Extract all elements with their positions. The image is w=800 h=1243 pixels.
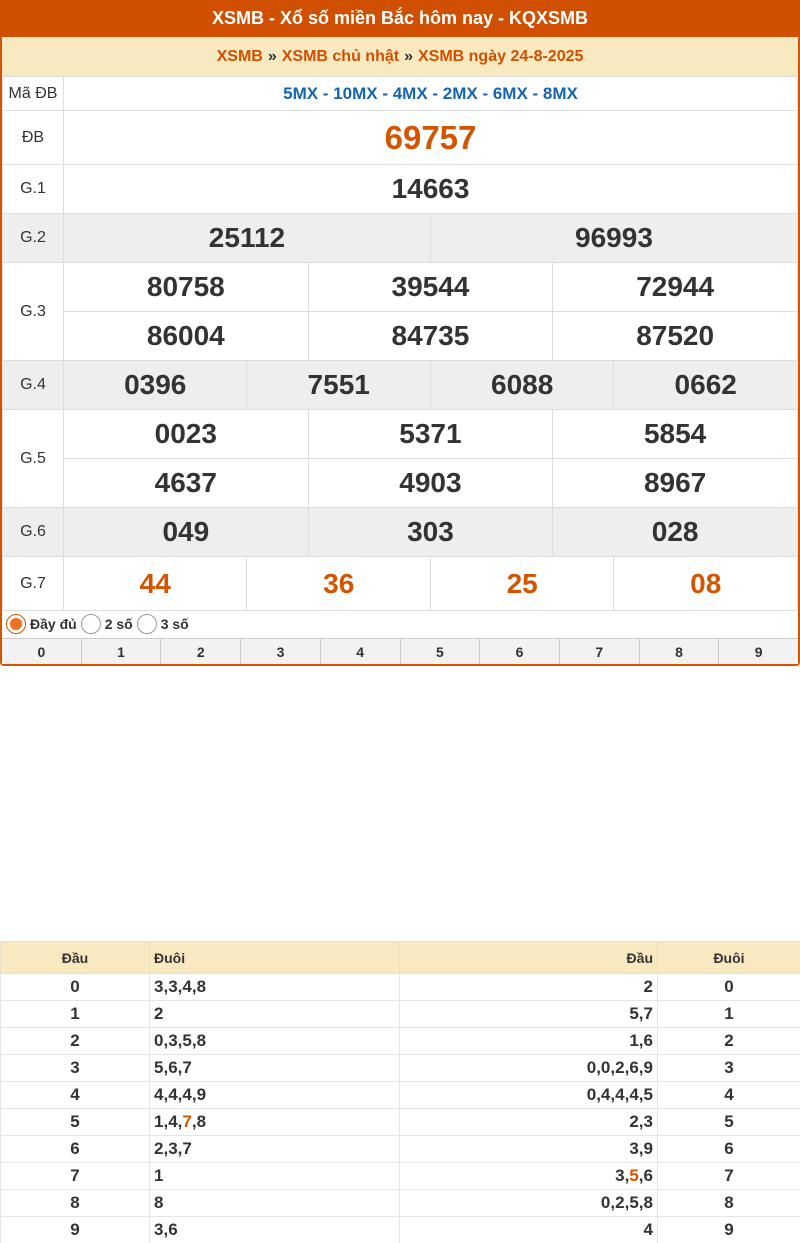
loto-dau-cell: 5 <box>1 1109 150 1136</box>
loto-dau-cell: 9 <box>1 1217 150 1243</box>
prize-g3-number: 87520 <box>553 312 798 361</box>
loto-digit: 8 <box>196 1031 207 1050</box>
prize-g1-number: 14663 <box>64 165 798 214</box>
loto-duoi-list: 3,3,4,8 <box>150 974 400 1001</box>
loto-dau-list: 0,2,5,8 <box>400 1190 658 1217</box>
prize-g3-number: 39544 <box>308 263 553 312</box>
loto-digit: 6 <box>643 1031 653 1050</box>
madb-label: Mã ĐB <box>3 77 64 111</box>
table-row <box>1 974 800 1001</box>
table-row <box>1 1109 800 1136</box>
loto-digit: 5 <box>182 1031 192 1050</box>
loto-digit: 5 <box>629 1166 639 1185</box>
prize-label-g2: G.2 <box>3 214 64 263</box>
loto-duoi-list: 2,3,7 <box>150 1136 400 1163</box>
digit-filter-4[interactable]: 4 <box>321 639 401 664</box>
loto-header-duoi: Đuôi <box>150 942 400 974</box>
digit-filter-bar <box>2 638 798 664</box>
prize-label-g6: G.6 <box>3 508 64 557</box>
loto-digit: 5 <box>643 1085 653 1104</box>
loto-digit: 9 <box>643 1139 653 1158</box>
loto-digit: 6 <box>168 1058 178 1077</box>
loto-duoi-list <box>150 1163 400 1190</box>
table-row <box>1 1163 800 1190</box>
loto-duoi-cell: 8 <box>658 1190 800 1217</box>
prize-g5-number: 5371 <box>308 410 553 459</box>
loto-digit: 4 <box>182 1085 192 1104</box>
loto-digit: 4 <box>154 1085 164 1104</box>
prize-label-g5: G.5 <box>3 410 64 508</box>
prize-g5-number: 8967 <box>553 459 798 508</box>
prize-g5-number: 4903 <box>308 459 553 508</box>
loto-digit: 0 <box>600 1193 611 1212</box>
loto-digit: 3 <box>168 1139 178 1158</box>
loto-digit: 2 <box>154 1139 164 1158</box>
loto-digit: 4 <box>615 1085 625 1104</box>
loto-duoi-cell: 4 <box>658 1082 800 1109</box>
loto-dau-list: 0,0,2,6,9 <box>400 1055 658 1082</box>
loto-digit: 2 <box>629 1112 639 1131</box>
loto-digit: 8 <box>196 1112 207 1131</box>
loto-header-dau: Đầu <box>1 942 150 974</box>
table-row <box>1 1001 800 1028</box>
loto-digit: 1 <box>154 1166 164 1185</box>
digit-filter-5[interactable]: 5 <box>401 639 481 664</box>
loto-dau-cell: 7 <box>1 1163 150 1190</box>
prize-g2-number: 96993 <box>430 214 797 263</box>
table-row <box>1 1136 800 1163</box>
prize-g4-number: 0396 <box>64 361 247 410</box>
loto-digit: 2 <box>643 977 653 996</box>
loto-digit: 6 <box>629 1058 639 1077</box>
loto-duoi-cell: 0 <box>658 974 800 1001</box>
digit-filter-3[interactable]: 3 <box>241 639 321 664</box>
result-table <box>2 76 798 611</box>
loto-digit: 4 <box>600 1085 611 1104</box>
breadcrumb-separator: » <box>404 47 413 65</box>
prize-g5-number: 4637 <box>64 459 309 508</box>
prize-label-db: ĐB <box>3 111 64 165</box>
loto-digit: 0 <box>154 1031 164 1050</box>
loto-dau-cell: 8 <box>1 1190 150 1217</box>
loto-dau-cell: 6 <box>1 1136 150 1163</box>
table-row <box>1 1055 800 1082</box>
breadcrumb <box>2 37 798 76</box>
prize-g2-number: 25112 <box>64 214 431 263</box>
option-two-label: 2 số <box>104 616 133 632</box>
loto-digit: 0 <box>586 1085 597 1104</box>
loto-dau-cell: 0 <box>1 974 150 1001</box>
loto-digit: 1 <box>154 1112 164 1131</box>
loto-duoi-list: 4,4,4,9 <box>150 1082 400 1109</box>
prize-label-g4: G.4 <box>3 361 64 410</box>
option-full[interactable] <box>6 614 77 634</box>
loto-digit: 0 <box>600 1058 611 1077</box>
loto-dau-cell: 2 <box>1 1028 150 1055</box>
breadcrumb-separator: » <box>267 47 277 65</box>
loto-duoi-list: 5,6,7 <box>150 1055 400 1082</box>
loto-duoi-cell: 2 <box>658 1028 800 1055</box>
digit-filter-9[interactable]: 9 <box>754 644 763 660</box>
option-three-digits[interactable] <box>137 614 189 634</box>
loto-digit: 7 <box>182 1112 192 1131</box>
prize-g3-number: 80758 <box>64 263 309 312</box>
digit-filter-7[interactable]: 7 <box>560 639 640 664</box>
prize-g7-number: 25 <box>430 557 613 611</box>
loto-duoi-list: 3,6 <box>150 1217 400 1243</box>
loto-digit: 8 <box>643 1193 653 1212</box>
prize-g6-number: 303 <box>308 508 553 557</box>
loto-digit: 9 <box>196 1085 207 1104</box>
madb-value: 5MX - 10MX - 4MX - 2MX - 6MX - 8MX <box>64 77 798 111</box>
loto-digit: 3 <box>168 977 178 996</box>
loto-duoi-cell: 6 <box>658 1136 800 1163</box>
radio-two-digits[interactable] <box>81 614 101 634</box>
breadcrumb-link-weekday[interactable]: XSMB chủ nhật <box>281 47 400 65</box>
prize-label-g1: G.1 <box>3 165 64 214</box>
option-full-label: Đầy đủ <box>30 616 77 632</box>
prize-g5-number: 0023 <box>64 410 309 459</box>
loto-digit: 2 <box>615 1058 625 1077</box>
loto-digit: 8 <box>154 1193 164 1212</box>
breadcrumb-link-date[interactable]: XSMB ngày 24-8-2025 <box>417 47 584 65</box>
prize-g4-number: 6088 <box>430 361 613 410</box>
table-row <box>1 1028 800 1055</box>
loto-dau-cell: 1 <box>1 1001 150 1028</box>
loto-dau-list: 2,3 <box>400 1109 658 1136</box>
loto-digit: 1 <box>629 1031 639 1050</box>
loto-dau-list: 5,7 <box>400 1001 658 1028</box>
loto-dau-cell: 4 <box>1 1082 150 1109</box>
loto-dau-list: 3,9 <box>400 1136 658 1163</box>
loto-digit: 5 <box>629 1193 639 1212</box>
prize-g6-number: 049 <box>64 508 309 557</box>
loto-digit: 0 <box>586 1058 597 1077</box>
prize-label-g3: G.3 <box>3 263 64 361</box>
loto-digit: 7 <box>182 1058 192 1077</box>
display-options <box>2 610 798 638</box>
prize-g4-number: 0662 <box>614 361 798 410</box>
loto-dau-cell: 3 <box>1 1055 150 1082</box>
loto-duoi-cell: 7 <box>658 1163 800 1190</box>
prize-g4-number: 7551 <box>247 361 430 410</box>
prize-g3-number: 86004 <box>64 312 309 361</box>
loto-digit: 4 <box>168 1085 178 1104</box>
loto-duoi-cell: 5 <box>658 1109 800 1136</box>
radio-full[interactable] <box>6 614 26 634</box>
loto-digit: 3 <box>154 1220 164 1239</box>
loto-duoi-list: 1,4,7,8 <box>150 1109 400 1136</box>
loto-digit: 4 <box>182 977 192 996</box>
loto-digit: 5 <box>154 1058 164 1077</box>
loto-digit: 9 <box>643 1058 653 1077</box>
prize-g3-number: 72944 <box>553 263 798 312</box>
prize-g3-number: 84735 <box>308 312 553 361</box>
prize-g7-number: 08 <box>614 557 798 611</box>
radio-three-digits[interactable] <box>137 614 157 634</box>
loto-digit: 3 <box>154 977 164 996</box>
loto-digit: 4 <box>629 1085 639 1104</box>
page-title: XSMB - Xổ số miền Bắc hôm nay - KQXSMB <box>0 0 800 37</box>
loto-digit: 4 <box>643 1220 653 1239</box>
prize-label-g7: G.7 <box>3 557 64 611</box>
option-two-digits[interactable] <box>81 614 133 634</box>
loto-duoi-list <box>150 1001 400 1028</box>
option-three-label: 3 số <box>160 616 189 632</box>
loto-duoi-cell: 1 <box>658 1001 800 1028</box>
loto-digit: 3 <box>168 1031 178 1050</box>
digit-filter-0[interactable]: 0 <box>2 639 82 664</box>
loto-dau-list: 3,5,6 <box>400 1163 658 1190</box>
digit-filter-6[interactable]: 6 <box>480 639 560 664</box>
prize-g6-number: 028 <box>553 508 798 557</box>
table-row <box>1 1190 800 1217</box>
loto-digit: 3 <box>629 1139 639 1158</box>
loto-duoi-list <box>150 1190 400 1217</box>
loto-digit: 8 <box>196 977 207 996</box>
loto-digit: 2 <box>615 1193 625 1212</box>
digit-filter-1[interactable]: 1 <box>82 639 162 664</box>
prize-g7-number: 44 <box>64 557 247 611</box>
table-row <box>1 1217 800 1243</box>
loto-digit: 7 <box>643 1004 653 1023</box>
table-row <box>1 1082 800 1109</box>
loto-digit: 6 <box>168 1220 178 1239</box>
loto-digit: 3 <box>615 1166 625 1185</box>
loto-digit: 6 <box>643 1166 653 1185</box>
loto-dau-list: 0,4,4,4,5 <box>400 1082 658 1109</box>
digit-filter-2[interactable]: 2 <box>161 639 241 664</box>
loto-digit: 3 <box>643 1112 653 1131</box>
prize-db-number: 69757 <box>64 111 798 165</box>
loto-table <box>0 941 800 1243</box>
loto-dau-list <box>400 974 658 1001</box>
loto-digit: 2 <box>154 1004 164 1023</box>
prize-g7-number: 36 <box>247 557 430 611</box>
loto-header-duoi: Đuôi <box>658 942 800 974</box>
loto-digit: 5 <box>629 1004 639 1023</box>
loto-digit: 4 <box>168 1112 178 1131</box>
loto-header-dau: Đầu <box>400 942 658 974</box>
loto-digit: 7 <box>182 1139 192 1158</box>
loto-duoi-list: 0,3,5,8 <box>150 1028 400 1055</box>
loto-dau-list: 1,6 <box>400 1028 658 1055</box>
digit-filter-8[interactable]: 8 <box>640 639 720 664</box>
loto-dau-list <box>400 1217 658 1243</box>
loto-duoi-cell: 9 <box>658 1217 800 1243</box>
prize-g5-number: 5854 <box>553 410 798 459</box>
loto-duoi-cell: 3 <box>658 1055 800 1082</box>
breadcrumb-link-xsmb[interactable]: XSMB <box>216 47 263 65</box>
